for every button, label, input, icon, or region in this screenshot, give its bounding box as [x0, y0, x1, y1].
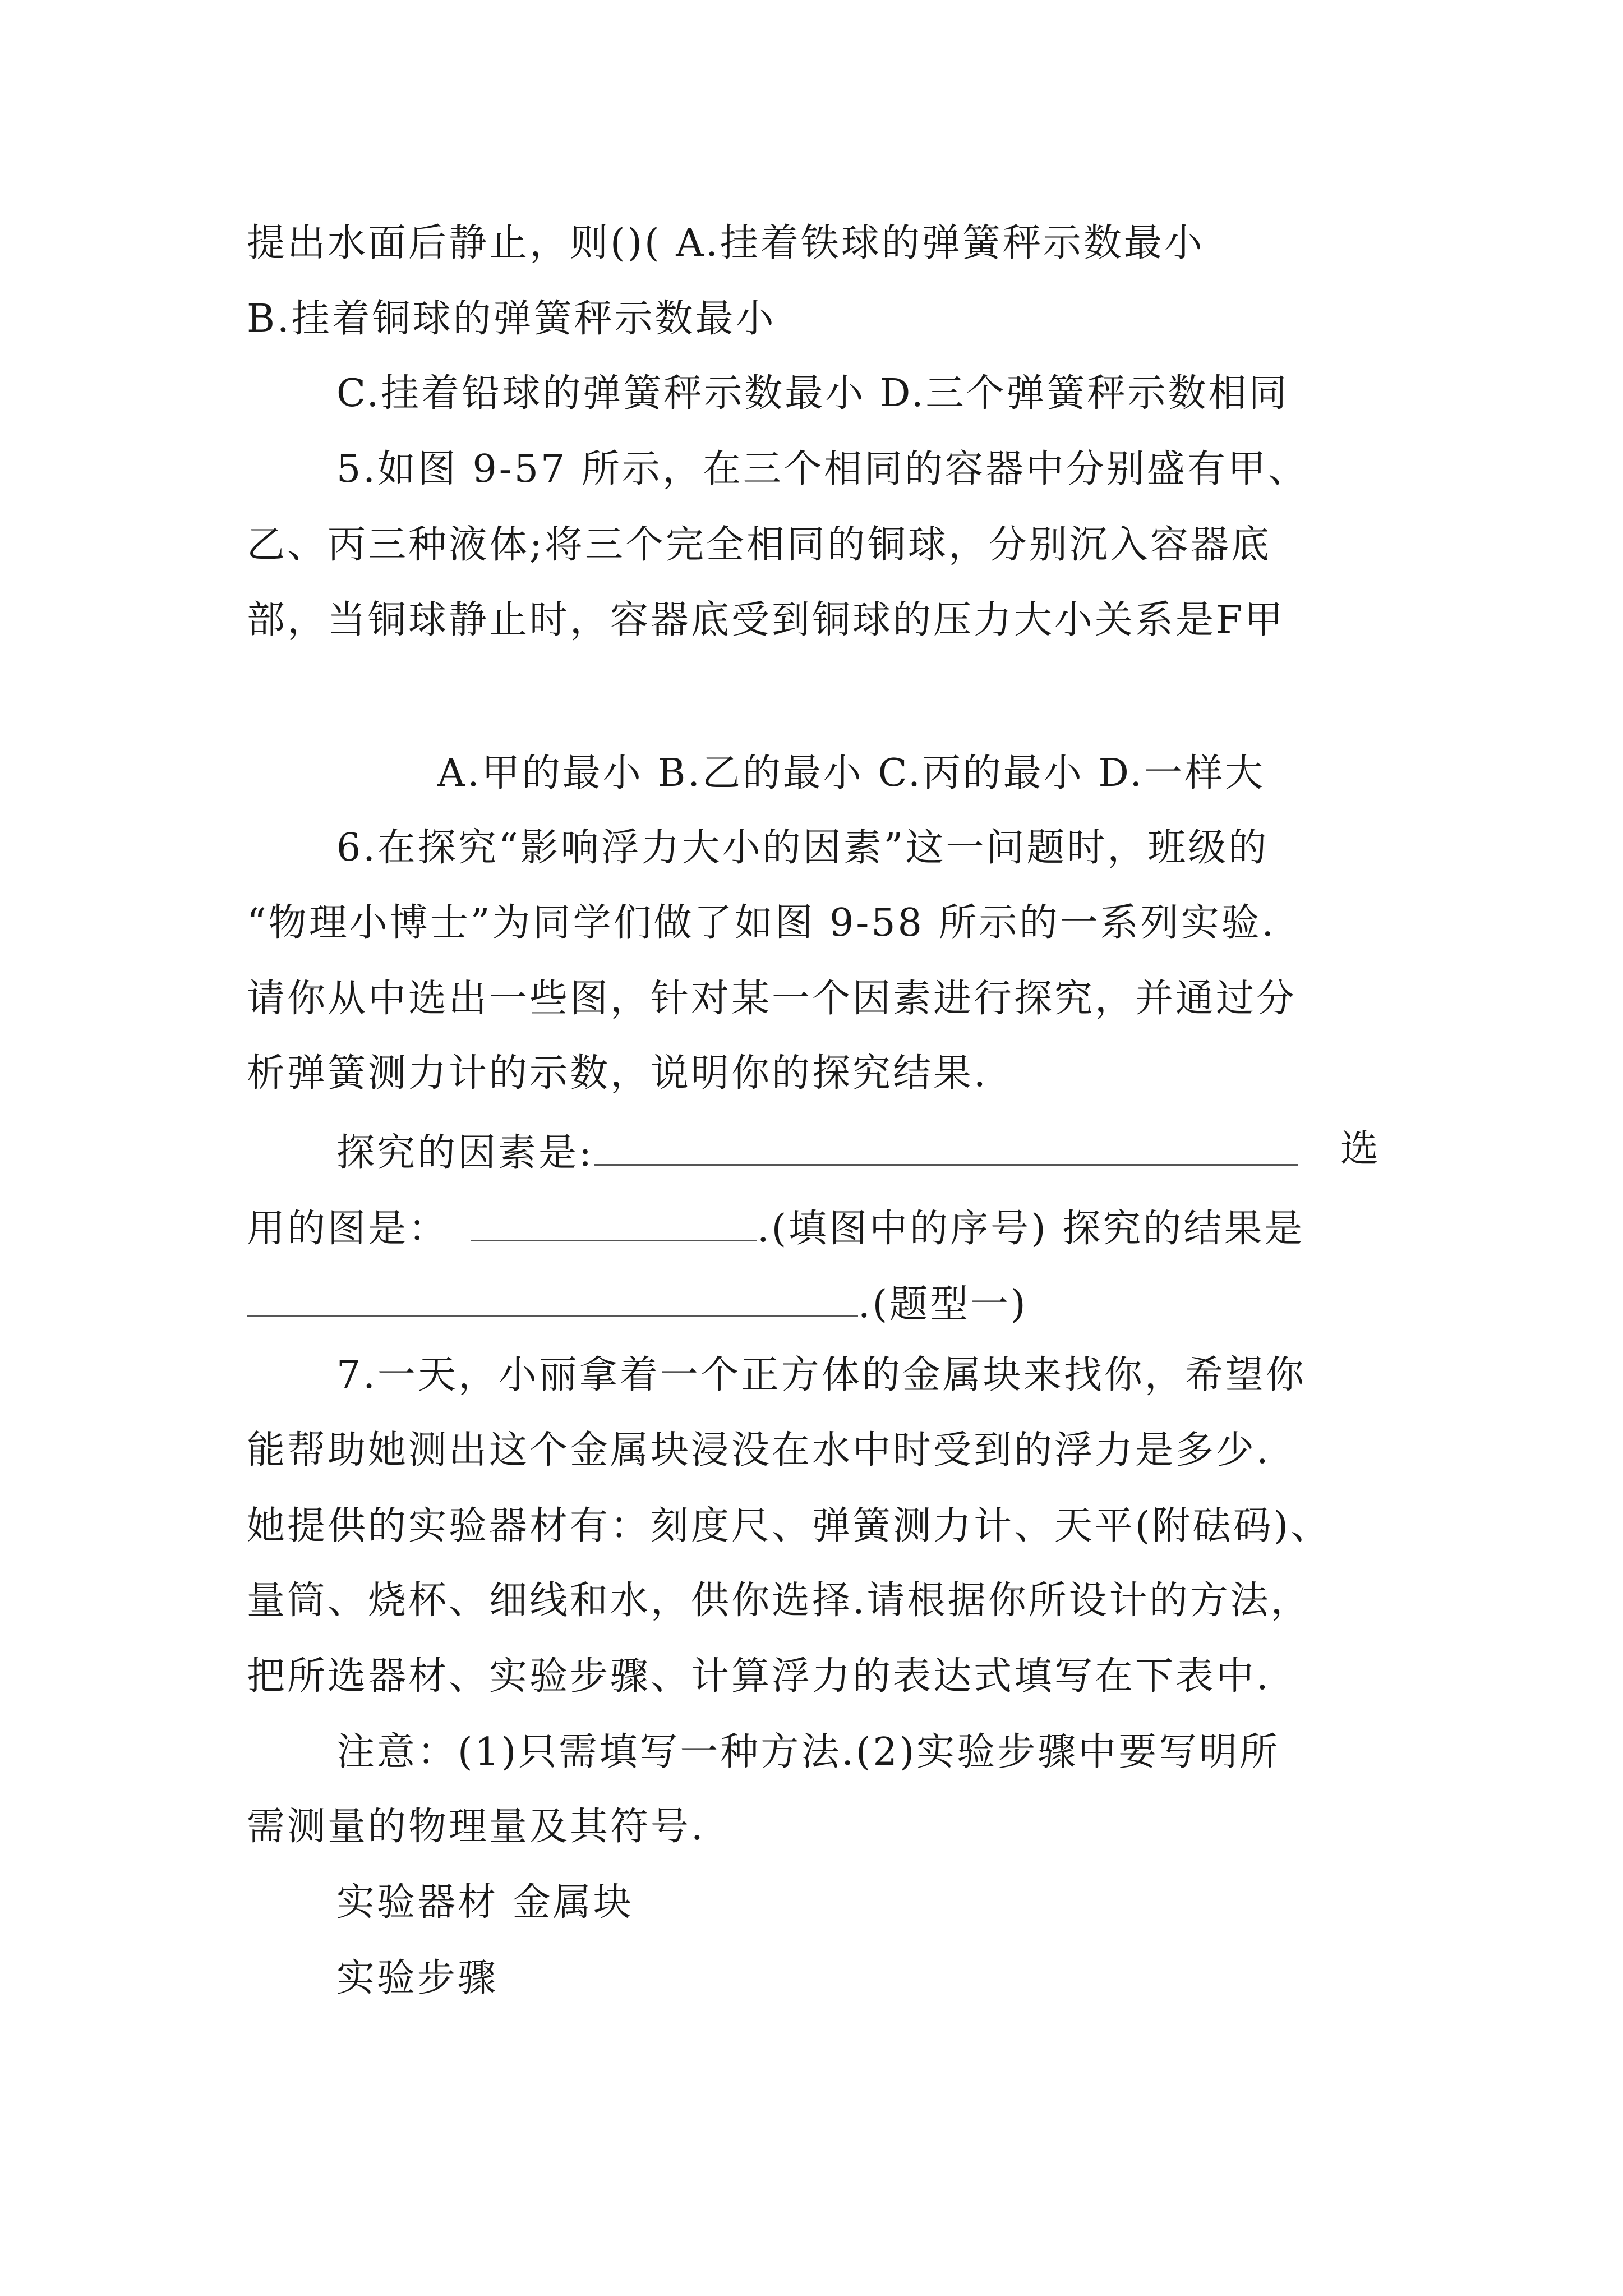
text-line: 她提供的实验器材有：刻度尺、弹簧测力计、天平(附砝码)、 — [247, 1504, 1331, 1548]
fill-in-line — [247, 1206, 1305, 1251]
text-line: 把所选器材、实验步骤、计算浮力的表达式填写在下表中. — [247, 1654, 1271, 1699]
text-line: “物理小博士”为同学们做了如图 9-58 所示的一系列实验. — [247, 901, 1276, 945]
equipment-line: 实验器材 金属块 — [336, 1880, 634, 1925]
fill-in-line — [247, 1282, 1028, 1327]
text-line: 能帮助她测出这个金属块浸没在水中时受到的浮力是多少. — [247, 1428, 1271, 1473]
steps-line: 实验步骤 — [336, 1956, 499, 2000]
fill-in-line — [336, 1130, 1298, 1175]
question-7-line: 7.一天，小丽拿着一个正方体的金属块来找你，希望你 — [336, 1353, 1306, 1397]
result-blank[interactable] — [247, 1282, 858, 1317]
text-line: 部，当铜球静止时，容器底受到铜球的压力大小关系是F甲 — [247, 598, 1285, 642]
text-line: 需测量的物理量及其符号. — [247, 1805, 706, 1849]
note-line: 注意：(1)只需填写一种方法.(2)实验步骤中要写明所 — [336, 1730, 1280, 1774]
text-line: 析弹簧测力计的示数，说明你的探究结果. — [247, 1051, 988, 1096]
result-label: .(填图中的序号) 探究的结果是 — [757, 1207, 1305, 1251]
figures-label: 用的图是： — [247, 1207, 449, 1251]
question-5-line: 5.如图 9-57 所示，在三个相同的容器中分别盛有甲、 — [336, 447, 1308, 491]
text-line: C.挂着铅球的弹簧秤示数最小 D.三个弹簧秤示数相同 — [336, 371, 1289, 416]
text-line: B.挂着铜球的弹簧秤示数最小 — [247, 297, 776, 341]
figures-blank[interactable] — [471, 1206, 757, 1241]
answer-options-line: A.甲的最小 B.乙的最小 C.丙的最小 D.一样大 — [437, 751, 1266, 795]
text-fragment: 选 — [1340, 1127, 1381, 1171]
question-6-line: 6.在探究“影响浮力大小的因素”这一问题时，班级的 — [336, 826, 1269, 870]
factor-blank[interactable] — [594, 1130, 1298, 1166]
text-line: 提出水面后静止，则()( A.挂着铁球的弹簧秤示数最小 — [247, 221, 1205, 265]
factor-label: 探究的因素是: — [336, 1131, 594, 1175]
question-type-label: .(题型一) — [858, 1282, 1028, 1327]
text-line: 乙、丙三种液体;将三个完全相同的铜球，分别沉入容器底 — [247, 523, 1271, 567]
text-line: 请你从中选出一些图，针对某一个因素进行探究，并通过分 — [247, 977, 1297, 1021]
text-line: 量筒、烧杯、细线和水，供你选择.请根据你所设计的方法， — [247, 1579, 1311, 1623]
